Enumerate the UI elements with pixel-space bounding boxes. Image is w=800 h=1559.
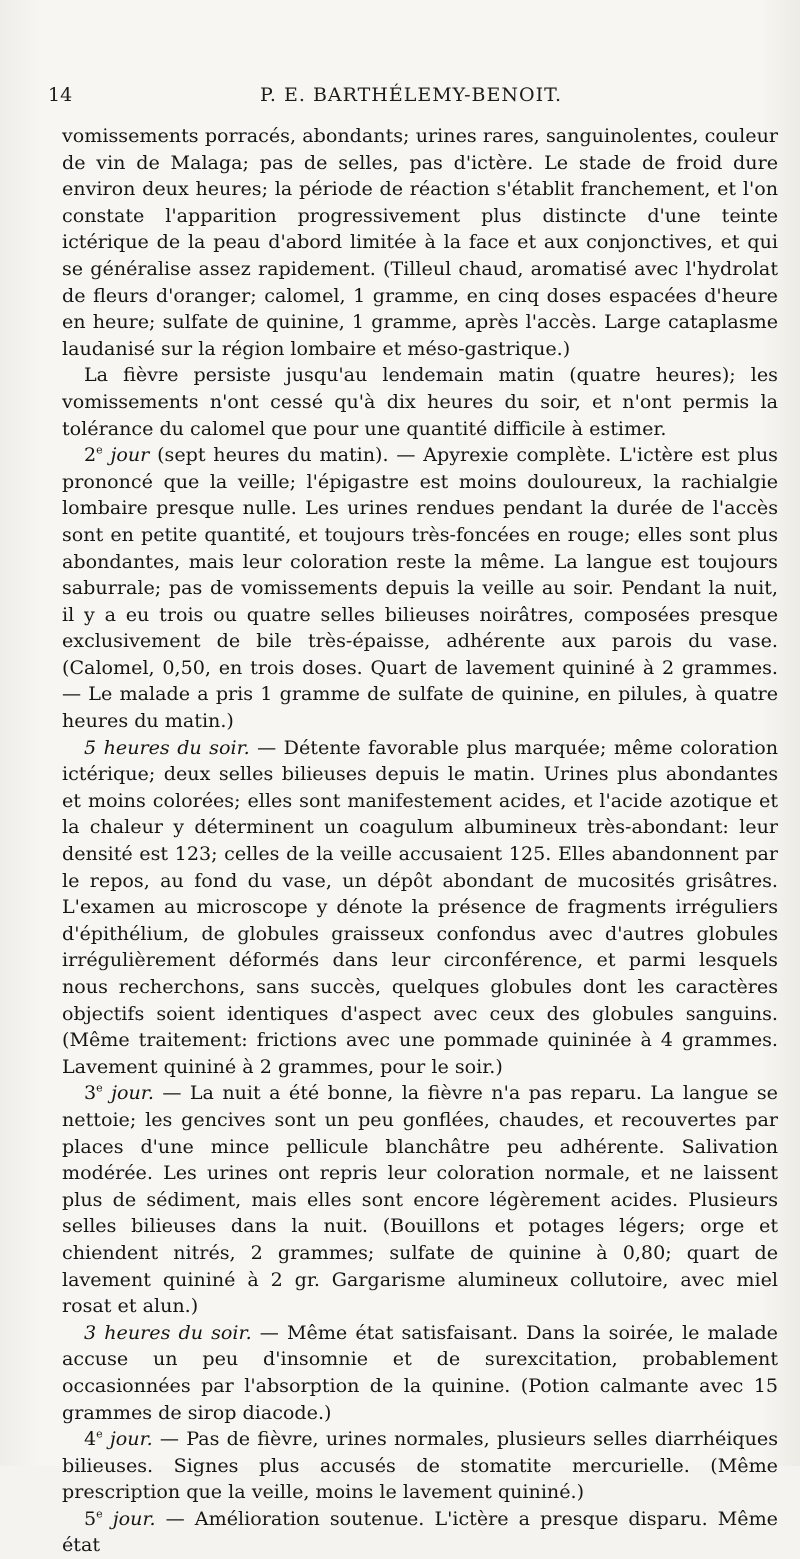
paragraph-6-text: — Même état satisfaisant. Dans la soirée, le malade accuse un peu d'insomnie et de surexcitation, probablement occasionnées par l'absorption de la quinine. (Potion calmante avec 15 grammes de sirop diacode.): [62, 1320, 778, 1424]
body-text: [62, 123, 778, 1559]
paragraph-lead: 3 heures du soir.: [84, 1320, 252, 1344]
paragraph-2-text: La fièvre persiste jusqu'au lendemain matin (quatre heures); les vomissements n'ont cessé qu'à dix heures du soir, et n'ont permis la tolérance du calomel que pour une quantité difficile à estimer.: [62, 363, 778, 440]
paragraph-4-text: — Détente favorable plus marquée; même coloration ictérique; deux selles bilieuses depuis le matin. Urines plus abondantes et moins colorées; elles sont manifestement acides, et l'acide azotique et la chaleur y déterminent un coagulum albumineux très-abondant: leur densité est 123; celles de la veille accusaient 125. Elles abandonnent par le repos, au fond du vase, un dépôt abondant de mucosités grisâtres. L'examen au microscope y dénote la présence de fragments irréguliers d'épithélium, de globules graisseux confondus avec d'autres globules irrégulièrement déformés dans leur circonférence, et parmi lesquels nous recherchons, sans succès, quelques globules dont les caractères objectifs soient identiques d'aspect avec ceux des globules sanguins. (Même traitement: frictions avec une pommade quininée à 4 grammes. Lavement quininé à 2 grammes, pour le soir.): [62, 735, 778, 1078]
day-suffix: e: [96, 1082, 103, 1096]
paragraph-lead: jour.: [111, 1081, 154, 1105]
paragraph-8: [62, 1506, 778, 1559]
day-number: 2: [84, 443, 97, 467]
paragraph-5-text: — La nuit a été bonne, la fièvre n'a pas reparu. La langue se nettoie; les gencives sont un peu gonflées, chaudes, et recouvertes par places d'une mince pellicule blanchâtre peu adhérente. Salivation modérée. Les urines ont repris leur coloration normale, et ne laissent plus de sédiment, mais elles sont encore légèrement acides. Plusieurs selles bilieuses dans la nuit. (Bouillons et potages légers; orge et chiendent nitrés, 2 grammes; sulfate de quinine à 0,80; quart de lavement quininé à 2 gr. Gargarisme alumineux collutoire, avec miel rosat et alun.): [62, 1081, 778, 1318]
paragraph-lead: 5 heures du soir.: [84, 735, 250, 759]
page-header: [48, 84, 748, 110]
day-number: 4: [84, 1427, 97, 1451]
day-suffix: e: [96, 443, 103, 457]
day-number: 3: [84, 1081, 97, 1105]
day-suffix: e: [96, 1427, 103, 1441]
paragraph-1: [62, 123, 778, 362]
paragraph-7-text: — Pas de fièvre, urines normales, plusieurs selles diarrhéiques bilieuses. Signes plus accusés de stomatite mercurielle. (Même prescription que la veille, moins le lavement quininé.): [62, 1427, 779, 1504]
paragraph-lead: jour.: [112, 1506, 156, 1530]
paragraph-3-text: (sept heures du matin). — Apyrexie complète. L'ictère est plus prononcé que la veille; l'épigastre est moins douloureux, la rachialgie lombaire presque nulle. Les urines rendues pendant la durée de l'accès sont en petite quantité, et toujours très-foncées en rouge; elles sont plus abondantes, mais leur coloration reste la même. La langue est toujours saburrale; pas de vomissements depuis la veille au soir. Pendant la nuit, il y a eu trois ou quatre selles bilieuses noirâtres, composées presque exclusivement de bile très-épaisse, adhérente aux parois du vase. (Calomel, 0,50, en trois doses. Quart de lavement quininé à 2 grammes. — Le malade a pris 1 gramme de sulfate de quinine, en pilules, à quatre heures du matin.): [62, 443, 778, 733]
paragraph-lead: jour.: [109, 1427, 153, 1451]
paragraph-8-text: — Amélioration soutenue. L'ictère a presque disparu. Même état: [62, 1506, 778, 1557]
paragraph-5: [62, 1080, 778, 1319]
day-suffix: e: [96, 1507, 103, 1521]
paragraph-3: [62, 442, 778, 735]
page-number: 14: [48, 84, 73, 106]
paragraph-4: [62, 735, 778, 1081]
paragraph-1-text: vomissements porracés, abondants; urines rares, sanguinolentes, couleur de vin de Malaga; pas de selles, pas d'ictère. Le stade de froid dure environ deux heures; la période de réaction s'établit franchement, et l'on constate l'apparition progressivement plus distincte d'une teinte ictérique de la peau d'abord limitée à la face et aux conjonctives, et qui se généralise assez rapidement. (Tilleul chaud, aromatisé avec l'hydrolat de fleurs d'oranger; calomel, 1 gramme, en cinq doses espacées d'heure en heure; sulfate de quinine, 1 gramme, après l'accès. Large cataplasme laudanisé sur la région lombaire et méso-gastrique.): [62, 124, 778, 360]
paragraph-lead: jour: [110, 443, 150, 467]
paragraph-6: [62, 1320, 778, 1426]
paragraph-2: [62, 362, 778, 442]
running-head: P. E. BARTHÉLEMY-BENOIT.: [260, 84, 563, 106]
day-number: 5: [84, 1506, 97, 1530]
